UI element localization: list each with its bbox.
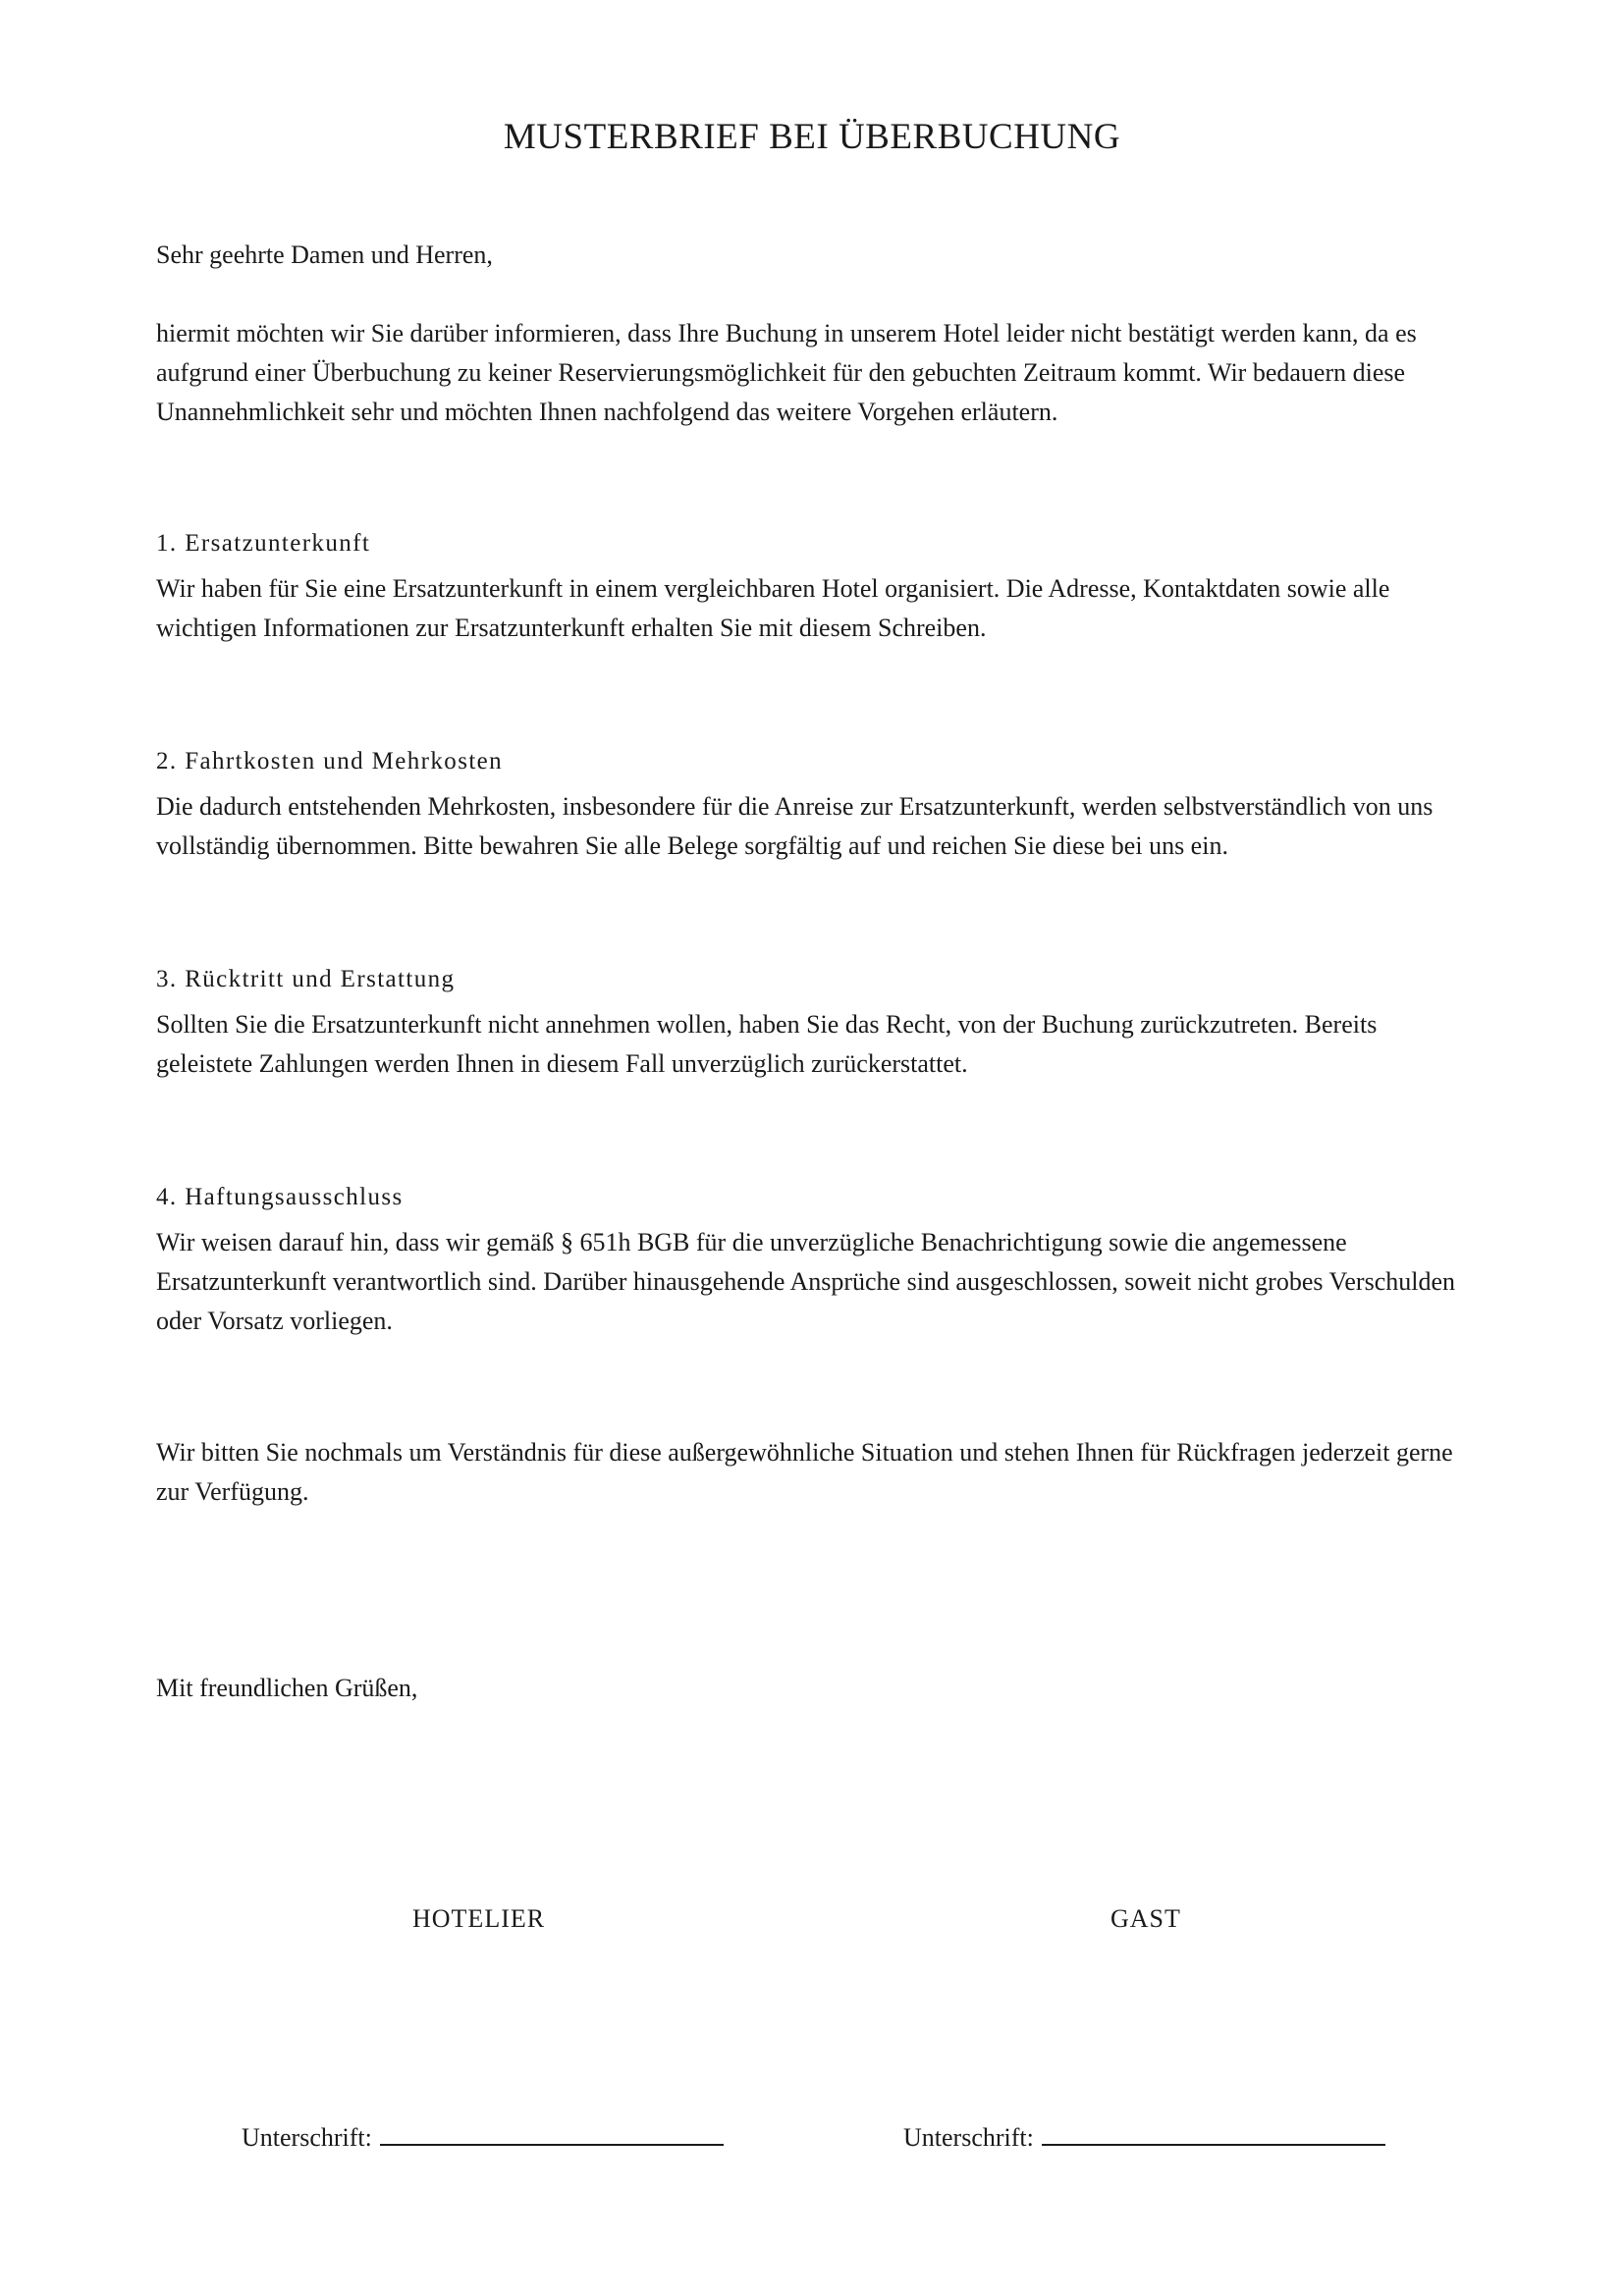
signature-label-hotelier: Unterschrift:	[242, 2123, 372, 2152]
section-heading-withdrawal: 3. Rücktritt und Erstattung	[156, 966, 456, 992]
party-label-hotelier: HOTELIER	[412, 1904, 546, 1933]
intro-paragraph: hiermit möchten wir Sie darüber informieren, dass Ihre Buchung in unserem Hotel leider nicht bestätigt werden kann, da es aufgrund einer Überbuchung zu keiner Reservierungsmöglichkeit für den gebuchten Zeitraum kommt. Wir bedauern diese Unannehmlichkeit sehr und möchten Ihnen nachfolgend das weitere Vorgehen erläutern.	[156, 319, 1417, 426]
section-body-withdrawal: Sollten Sie die Ersatzunterkunft nicht annehmen wollen, haben Sie das Recht, von der Buchung zurückzutreten. Bereits geleistete Zahlungen werden Ihnen in diesem Fall unverzüglich zurückerstattet.	[156, 1010, 1378, 1078]
signature-block-guest	[903, 2118, 1385, 2158]
greeting: Sehr geehrte Damen und Herren,	[156, 240, 493, 269]
section-heading-liability: 4. Haftungsausschluss	[156, 1184, 404, 1210]
signature-block-hotelier	[242, 2118, 724, 2158]
section-heading-travel-costs: 2. Fahrtkosten und Mehrkosten	[156, 748, 504, 774]
closing-paragraph: Wir bitten Sie nochmals um Verständnis für diese außergewöhnliche Situation und stehen Ihnen für Rückfragen jederzeit gerne zur Verfügung.	[156, 1438, 1453, 1506]
signature-line-guest[interactable]	[1042, 2118, 1385, 2146]
section-heading-replacement-accommodation: 1. Ersatzunterkunft	[156, 530, 371, 557]
section-body-travel-costs: Die dadurch entstehenden Mehrkosten, insbesondere für die Anreise zur Ersatzunterkunft, werden selbstverständlich von uns vollständig übernommen. Bitte bewahren Sie alle Belege sorgfältig auf und reichen Sie diese bei uns ein.	[156, 792, 1434, 860]
section-body-replacement-accommodation: Wir haben für Sie eine Ersatzunterkunft in einem vergleichbaren Hotel organisiert. Die Adresse, Kontaktdaten sowie alle wichtigen Informationen zur Ersatzunterkunft erhalten Sie mit diesem Schreiben.	[156, 574, 1390, 642]
signature-label-guest: Unterschrift:	[903, 2123, 1034, 2152]
regards-line: Mit freundlichen Grüßen,	[156, 1674, 418, 1702]
signature-line-hotelier[interactable]	[380, 2118, 724, 2146]
party-label-guest: GAST	[1110, 1904, 1181, 1933]
section-body-liability: Wir weisen darauf hin, dass wir gemäß § 651h BGB für die unverzügliche Benachrichtigung sowie die angemessene Ersatzunterkunft verantwortlich sind. Darüber hinausgehende Ansprüche sind ausgeschlossen, soweit nicht grobes Verschulden oder Vorsatz vorliegen.	[156, 1228, 1456, 1335]
letter-title: MUSTERBRIEF BEI ÜBERBUCHUNG	[503, 117, 1121, 157]
